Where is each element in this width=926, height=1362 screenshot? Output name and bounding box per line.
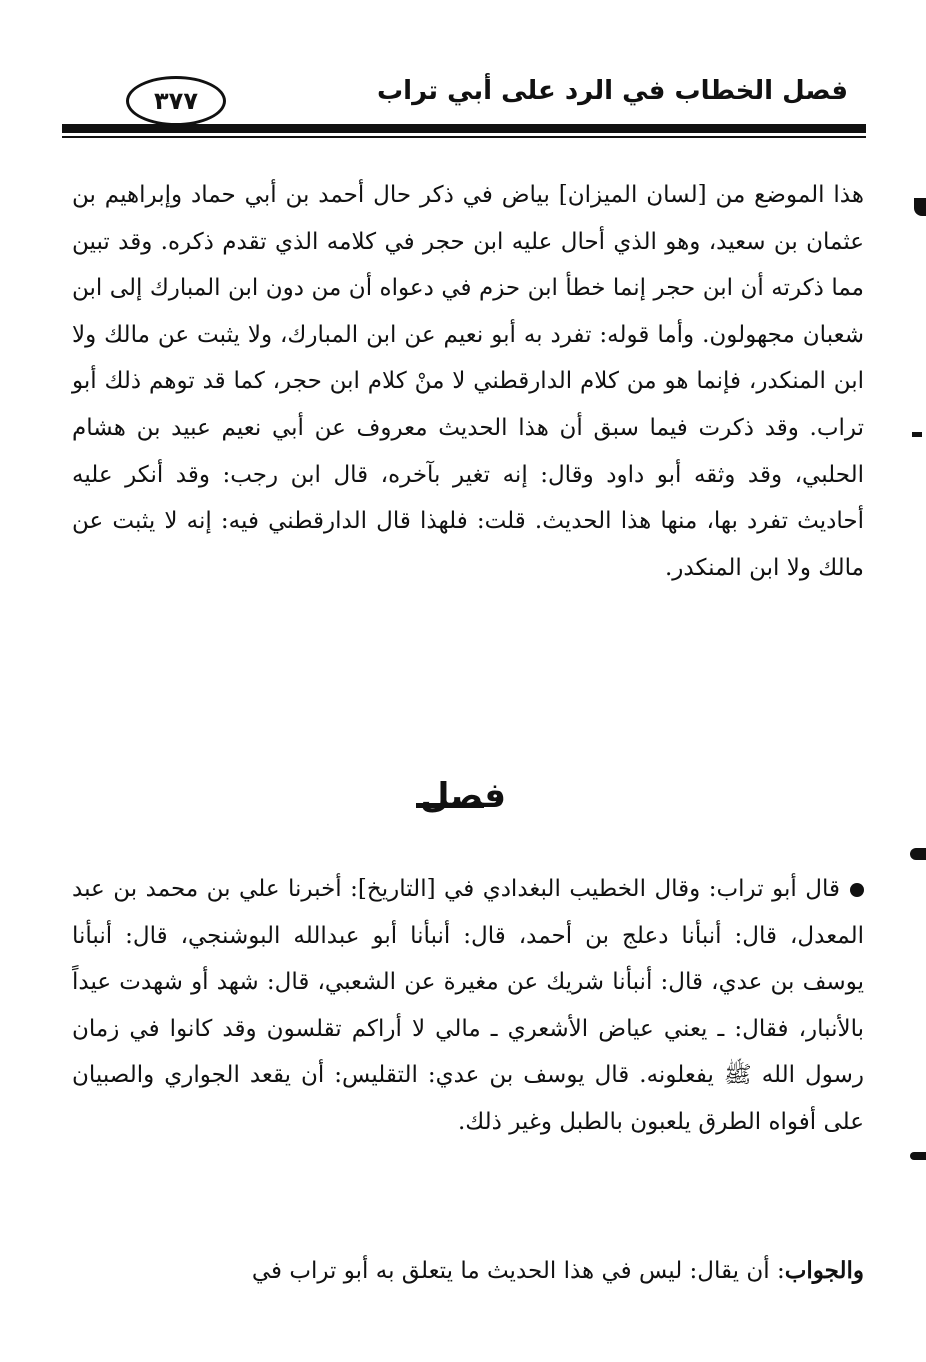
body-paragraph-2-text: قال أبو تراب: وقال الخطيب البغدادي في [التاريخ]: أخبرنا علي بن محمد بن عبد المعدل، قال: أنبأنا دعلج بن أحمد، قال: أنبأنا أبو عبدالله البوشنجي، قال: أنبأنا يوسف بن عدي، قال: أنبأنا شريك عن مغيرة عن الشعبي، قال: شهد أو شهدت عيداً بالأنبار، فقال: ـ يعني عياض الأشعري ـ مالي لا أراكم تقلسون وقد كانوا في زمان رسول الله ﷺ يفعلونه. قال يوسف بن عدي: التقليس: أن يقعد الجواري والصبيان على أفواه الطرق يلعبون بالطبل وغير ذلك. xyxy=(72,876,864,1135)
body-paragraph-2 xyxy=(72,866,864,1146)
body-paragraph-1: هذا الموضع من [لسان الميزان] بياض في ذكر حال أحمد بن أبي حماد وإبراهيم بن عثمان بن سعيد، وهو الذي أحال عليه ابن حجر في كلامه الذي تقدم ذكره. وقد تبين مما ذكرته أن ابن حجر إنما خطأ ابن حزم في دعواه أن من دون ابن المبارك إلى ابن شعبان مجهولون. وأما قوله: تفرد به أبو نعيم عن ابن المبارك، ولا يثبت عن مالك ولا ابن المنكدر، فإنما هو من كلام الدارقطني لا منْ كلام ابن حجر، كما قد توهم ذلك أبو تراب. وقد ذكرت فيما سبق أن هذا الحديث معروف عن أبي نعيم عبيد بن هشام الحلبي، وقد وثقه أبو داود وقال: إنه تغير بآخره، قال ابن رجب: وقد أنكر عليه أحاديث تفرد بها، منها هذا الحديث. قلت: فلهذا قال الدارقطني فيه: إنه لا يثبت عن مالك ولا ابن المنكدر. xyxy=(72,182,864,581)
answer-lead-word: والجواب xyxy=(784,1257,864,1284)
margin-mark xyxy=(910,1152,926,1160)
header-rule-thin xyxy=(62,136,866,138)
section-heading xyxy=(0,776,926,816)
running-header-title: فصل الخطاب في الرد على أبي تراب xyxy=(377,76,848,106)
page-number-badge: ٣٧٧ xyxy=(126,76,226,126)
bullet-icon xyxy=(850,883,864,897)
margin-mark xyxy=(914,198,926,216)
answer-text: : أن يقال: ليس في هذا الحديث ما يتعلق به أبو تراب في xyxy=(251,1258,785,1284)
section-heading-text: فصل xyxy=(419,776,507,816)
answer-paragraph xyxy=(72,1248,864,1295)
margin-mark xyxy=(910,848,926,860)
margin-mark xyxy=(912,432,922,437)
